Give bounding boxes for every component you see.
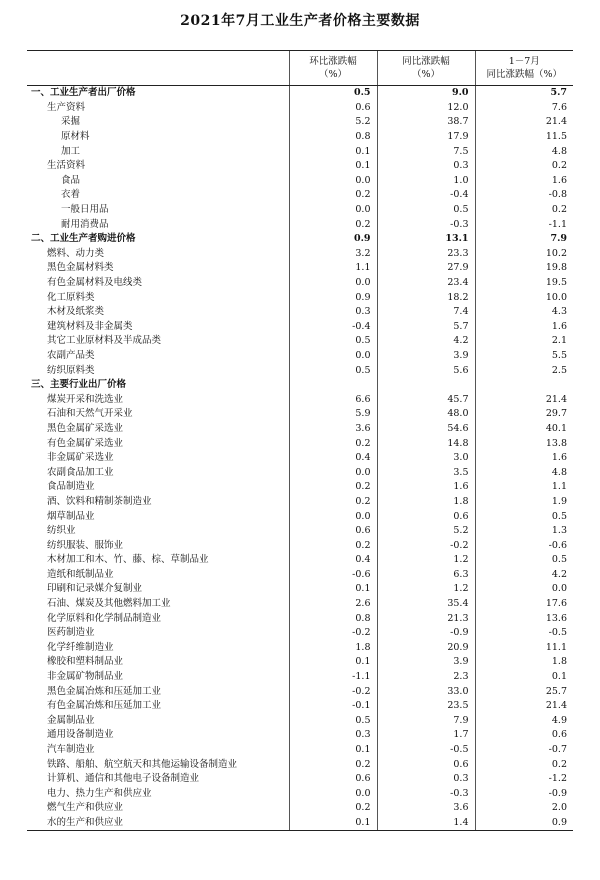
mom-value: 0.9 bbox=[289, 290, 377, 305]
row-label: 农副食品加工业 bbox=[47, 466, 114, 478]
row-label: 非金属矿物制品业 bbox=[47, 671, 124, 683]
yoy-value: 33.0 bbox=[377, 684, 475, 699]
row-label: 生产资料 bbox=[47, 101, 86, 113]
mom-value: -0.2 bbox=[289, 684, 377, 699]
ytd-value: -0.6 bbox=[475, 538, 573, 553]
yoy-value: 4.2 bbox=[377, 334, 475, 349]
row-label: 食品 bbox=[61, 174, 81, 186]
mom-value: 3.2 bbox=[289, 247, 377, 262]
ytd-value: 0.6 bbox=[475, 728, 573, 743]
yoy-value: 5.7 bbox=[377, 320, 475, 335]
row-label: 造纸和纸制品业 bbox=[47, 568, 114, 580]
row-label: 水的生产和供应业 bbox=[27, 816, 289, 831]
mom-value: -0.4 bbox=[289, 320, 377, 335]
mom-value: 1.8 bbox=[289, 641, 377, 656]
table-row bbox=[27, 611, 573, 626]
ytd-value: -0.8 bbox=[475, 188, 573, 203]
ytd-value: 4.2 bbox=[475, 568, 573, 583]
table-row bbox=[27, 568, 573, 583]
table-row bbox=[27, 816, 573, 831]
row-label: 原材料 bbox=[61, 131, 90, 143]
mom-value: 0.1 bbox=[289, 159, 377, 174]
yoy-value: 3.0 bbox=[377, 451, 475, 466]
table-row bbox=[27, 276, 573, 291]
row-label: 建筑材料及非金属类 bbox=[47, 320, 133, 332]
mom-value: 5.9 bbox=[289, 407, 377, 422]
header-mom-change bbox=[289, 51, 377, 86]
table-row bbox=[27, 188, 573, 203]
mom-value: 0.1 bbox=[289, 655, 377, 670]
table-row bbox=[27, 363, 573, 378]
row-label: 铁路、船舶、航空航天和其他运输设备制造业 bbox=[47, 758, 238, 770]
table-row bbox=[27, 422, 573, 437]
yoy-value: 3.5 bbox=[377, 465, 475, 480]
table-row bbox=[27, 465, 573, 480]
ytd-value: 0.2 bbox=[475, 203, 573, 218]
yoy-value: 0.6 bbox=[377, 757, 475, 772]
ytd-value: 2.5 bbox=[475, 363, 573, 378]
row-label: 有色金属材料及电线类 bbox=[47, 277, 143, 289]
yoy-value: 45.7 bbox=[377, 392, 475, 407]
table-body bbox=[27, 86, 573, 831]
mom-value: 0.8 bbox=[289, 130, 377, 145]
table-row bbox=[27, 772, 573, 787]
yoy-value: 14.8 bbox=[377, 436, 475, 451]
table-row bbox=[27, 174, 573, 189]
row-label: 金属制品业 bbox=[47, 714, 95, 726]
table-row bbox=[27, 787, 573, 802]
ytd-value: 4.8 bbox=[475, 465, 573, 480]
mom-value: 0.2 bbox=[289, 495, 377, 510]
yoy-value: 7.5 bbox=[377, 144, 475, 159]
row-label: 石油、煤炭及其他燃料加工业 bbox=[47, 598, 171, 610]
ytd-value bbox=[475, 378, 573, 393]
mom-value: -0.2 bbox=[289, 626, 377, 641]
mom-value: 0.2 bbox=[289, 217, 377, 232]
ytd-value: -1.1 bbox=[475, 217, 573, 232]
row-label: 二、工业生产者购进价格 bbox=[31, 233, 136, 245]
yoy-value: 7.9 bbox=[377, 714, 475, 729]
mom-value: -1.1 bbox=[289, 670, 377, 685]
yoy-value: 3.9 bbox=[377, 655, 475, 670]
table-row bbox=[27, 699, 573, 714]
mom-value: 0.5 bbox=[289, 363, 377, 378]
table-row bbox=[27, 509, 573, 524]
yoy-value: 1.2 bbox=[377, 553, 475, 568]
yoy-value: 48.0 bbox=[377, 407, 475, 422]
mom-value: 5.2 bbox=[289, 115, 377, 130]
row-label: 有色金属冶炼和压延加工业 bbox=[47, 700, 162, 712]
mom-value: 0.5 bbox=[289, 714, 377, 729]
yoy-value: 5.2 bbox=[377, 524, 475, 539]
yoy-value bbox=[377, 378, 475, 393]
row-label: 纺织业 bbox=[47, 525, 76, 537]
row-label: 计算机、通信和其他电子设备制造业 bbox=[47, 773, 200, 785]
mom-value: 0.2 bbox=[289, 436, 377, 451]
ytd-value: 1.1 bbox=[475, 480, 573, 495]
ytd-value: 10.0 bbox=[475, 290, 573, 305]
mom-value: 3.6 bbox=[289, 422, 377, 437]
mom-value: 0.6 bbox=[289, 772, 377, 787]
yoy-value: 27.9 bbox=[377, 261, 475, 276]
header-ytd-line1: 1－7月 bbox=[508, 56, 540, 67]
ytd-value: 1.9 bbox=[475, 495, 573, 510]
mom-value: 0.2 bbox=[289, 801, 377, 816]
mom-value: 0.2 bbox=[289, 188, 377, 203]
row-label: 电力、热力生产和供应业 bbox=[47, 787, 152, 799]
table-row bbox=[27, 655, 573, 670]
ytd-value: 4.8 bbox=[475, 144, 573, 159]
table-row bbox=[27, 684, 573, 699]
mom-value: 0.1 bbox=[289, 144, 377, 159]
mom-value: -0.6 bbox=[289, 568, 377, 583]
ytd-value: 1.8 bbox=[475, 655, 573, 670]
ytd-value: 21.4 bbox=[475, 699, 573, 714]
yoy-value: 5.6 bbox=[377, 363, 475, 378]
yoy-value: 0.6 bbox=[377, 509, 475, 524]
header-yoy-line2: （%） bbox=[411, 69, 441, 80]
table-row bbox=[27, 247, 573, 262]
yoy-value: -0.4 bbox=[377, 188, 475, 203]
mom-value: 0.0 bbox=[289, 174, 377, 189]
mom-value: 0.0 bbox=[289, 509, 377, 524]
table-header-row bbox=[27, 51, 573, 86]
yoy-value: -0.9 bbox=[377, 626, 475, 641]
table-row bbox=[27, 743, 573, 758]
mom-value: 1.1 bbox=[289, 261, 377, 276]
ytd-value: 29.7 bbox=[475, 407, 573, 422]
row-label: 非金属矿采选业 bbox=[47, 452, 114, 464]
yoy-value: 12.0 bbox=[377, 101, 475, 116]
row-label: 一、工业生产者出厂价格 bbox=[31, 87, 136, 99]
table-row bbox=[27, 524, 573, 539]
ytd-value: 2.1 bbox=[475, 334, 573, 349]
ytd-value: -1.2 bbox=[475, 772, 573, 787]
row-label: 化学原料和化学制品制造业 bbox=[47, 612, 162, 624]
yoy-value: 1.0 bbox=[377, 174, 475, 189]
row-label: 加工 bbox=[61, 145, 81, 157]
row-label: 汽车制造业 bbox=[47, 744, 95, 756]
table-row bbox=[27, 538, 573, 553]
row-label: 农副产品类 bbox=[47, 349, 95, 361]
ytd-value: 1.3 bbox=[475, 524, 573, 539]
header-mom-line2: （%） bbox=[318, 69, 348, 80]
table-row bbox=[27, 159, 573, 174]
yoy-value: 0.5 bbox=[377, 203, 475, 218]
mom-value: 0.0 bbox=[289, 349, 377, 364]
ytd-value: 19.5 bbox=[475, 276, 573, 291]
table-row bbox=[27, 626, 573, 641]
yoy-value: 35.4 bbox=[377, 597, 475, 612]
row-label: 印刷和记录媒介复制业 bbox=[47, 583, 143, 595]
row-label: 生活资料 bbox=[47, 160, 86, 172]
yoy-value: 1.7 bbox=[377, 728, 475, 743]
table-row bbox=[27, 714, 573, 729]
row-label: 橡胶和塑料制品业 bbox=[47, 656, 124, 668]
mom-value: 0.1 bbox=[289, 743, 377, 758]
yoy-value: -0.3 bbox=[377, 787, 475, 802]
ytd-value: 0.9 bbox=[475, 816, 573, 831]
yoy-value: 20.9 bbox=[377, 641, 475, 656]
mom-value: 0.5 bbox=[289, 86, 377, 101]
header-yoy-line1: 同比涨跌幅 bbox=[402, 56, 450, 67]
yoy-value: -0.2 bbox=[377, 538, 475, 553]
ytd-value: 13.8 bbox=[475, 436, 573, 451]
mom-value: 0.2 bbox=[289, 757, 377, 772]
table-row bbox=[27, 495, 573, 510]
table-row bbox=[27, 407, 573, 422]
ytd-value: -0.7 bbox=[475, 743, 573, 758]
mom-value: 0.4 bbox=[289, 451, 377, 466]
row-label: 黑色金属冶炼和压延加工业 bbox=[47, 685, 162, 697]
ytd-value: 5.5 bbox=[475, 349, 573, 364]
table-row bbox=[27, 261, 573, 276]
mom-value: 0.3 bbox=[289, 305, 377, 320]
yoy-value: 38.7 bbox=[377, 115, 475, 130]
mom-value: 0.6 bbox=[289, 524, 377, 539]
row-label: 煤炭开采和洗选业 bbox=[47, 393, 124, 405]
yoy-value: 13.1 bbox=[377, 232, 475, 247]
row-label: 医药制造业 bbox=[47, 627, 95, 639]
page-title: 2021年7月工业生产者价格主要数据 bbox=[180, 13, 420, 29]
table-row bbox=[27, 320, 573, 335]
yoy-value: 0.3 bbox=[377, 159, 475, 174]
table-row bbox=[27, 641, 573, 656]
ytd-value: 25.7 bbox=[475, 684, 573, 699]
row-label: 纺织服装、服饰业 bbox=[47, 539, 124, 551]
row-label: 通用设备制造业 bbox=[47, 729, 114, 741]
table-row bbox=[27, 757, 573, 772]
row-label: 化学纤维制造业 bbox=[47, 641, 114, 653]
header-ytd-line2: 同比涨跌幅（%） bbox=[486, 69, 563, 80]
yoy-value: 17.9 bbox=[377, 130, 475, 145]
table-row bbox=[27, 582, 573, 597]
ytd-value: 1.6 bbox=[475, 174, 573, 189]
table-row bbox=[27, 86, 573, 101]
mom-value: 0.0 bbox=[289, 787, 377, 802]
yoy-value: 9.0 bbox=[377, 86, 475, 101]
table-row bbox=[27, 436, 573, 451]
ytd-value: 13.6 bbox=[475, 611, 573, 626]
row-label: 三、主要行业出厂价格 bbox=[31, 379, 127, 391]
table-row bbox=[27, 553, 573, 568]
row-label: 黑色金属矿采选业 bbox=[47, 422, 124, 434]
row-label: 木材加工和木、竹、藤、棕、草制品业 bbox=[47, 554, 209, 566]
row-label: 酒、饮料和精制茶制造业 bbox=[47, 495, 152, 507]
row-label: 化工原料类 bbox=[47, 291, 95, 303]
table-row bbox=[27, 203, 573, 218]
ytd-value: -0.9 bbox=[475, 787, 573, 802]
row-label: 有色金属矿采选业 bbox=[47, 437, 124, 449]
yoy-value: 23.3 bbox=[377, 247, 475, 262]
yoy-value: 21.3 bbox=[377, 611, 475, 626]
mom-value: 0.0 bbox=[289, 276, 377, 291]
ytd-value: 17.6 bbox=[475, 597, 573, 612]
row-label: 黑色金属材料类 bbox=[47, 262, 114, 274]
mom-value: 0.5 bbox=[289, 334, 377, 349]
row-label: 烟草制品业 bbox=[47, 510, 95, 522]
ytd-value: -0.5 bbox=[475, 626, 573, 641]
ytd-value: 7.9 bbox=[475, 232, 573, 247]
table-row bbox=[27, 801, 573, 816]
row-label: 食品制造业 bbox=[47, 481, 95, 493]
ytd-value: 11.1 bbox=[475, 641, 573, 656]
ytd-value: 0.0 bbox=[475, 582, 573, 597]
yoy-value: 0.3 bbox=[377, 772, 475, 787]
mom-value: 0.0 bbox=[289, 465, 377, 480]
ytd-value: 21.4 bbox=[475, 392, 573, 407]
ytd-value: 10.2 bbox=[475, 247, 573, 262]
row-label: 木材及纸浆类 bbox=[47, 306, 105, 318]
yoy-value: 1.8 bbox=[377, 495, 475, 510]
yoy-value: 18.2 bbox=[377, 290, 475, 305]
ytd-value: 0.2 bbox=[475, 757, 573, 772]
row-label: 燃料、动力类 bbox=[47, 247, 105, 259]
price-data-table bbox=[27, 50, 573, 831]
yoy-value: 3.9 bbox=[377, 349, 475, 364]
header-ytd-change bbox=[475, 51, 573, 86]
table-row bbox=[27, 451, 573, 466]
ytd-value: 21.4 bbox=[475, 115, 573, 130]
ytd-value: 4.3 bbox=[475, 305, 573, 320]
yoy-value: 1.2 bbox=[377, 582, 475, 597]
yoy-value: -0.3 bbox=[377, 217, 475, 232]
table-row bbox=[27, 144, 573, 159]
mom-value: 0.9 bbox=[289, 232, 377, 247]
row-label: 耐用消费品 bbox=[61, 218, 109, 230]
table-row bbox=[27, 334, 573, 349]
table-row bbox=[27, 378, 573, 393]
row-label: 其它工业原材料及半成品类 bbox=[47, 335, 162, 347]
ytd-value: 2.0 bbox=[475, 801, 573, 816]
mom-value: 0.8 bbox=[289, 611, 377, 626]
mom-value: 0.6 bbox=[289, 101, 377, 116]
table-row bbox=[27, 101, 573, 116]
row-label: 纺织原料类 bbox=[47, 364, 95, 376]
header-mom-line1: 环比涨跌幅 bbox=[309, 56, 357, 67]
yoy-value: 1.6 bbox=[377, 480, 475, 495]
table-row bbox=[27, 392, 573, 407]
mom-value: 0.1 bbox=[289, 816, 377, 831]
mom-value: 0.3 bbox=[289, 728, 377, 743]
yoy-value: 7.4 bbox=[377, 305, 475, 320]
table-row bbox=[27, 597, 573, 612]
ytd-value: 5.7 bbox=[475, 86, 573, 101]
ytd-value: 0.5 bbox=[475, 509, 573, 524]
row-label: 燃气生产和供应业 bbox=[47, 802, 124, 814]
yoy-value: 23.5 bbox=[377, 699, 475, 714]
yoy-value: 54.6 bbox=[377, 422, 475, 437]
ytd-value: 4.9 bbox=[475, 714, 573, 729]
table-row bbox=[27, 217, 573, 232]
ytd-value: 19.8 bbox=[475, 261, 573, 276]
row-label: 一般日用品 bbox=[61, 204, 109, 216]
row-label: 衣着 bbox=[61, 189, 81, 201]
yoy-value: 3.6 bbox=[377, 801, 475, 816]
ytd-value: 1.6 bbox=[475, 451, 573, 466]
table-row bbox=[27, 115, 573, 130]
ytd-value: 0.5 bbox=[475, 553, 573, 568]
yoy-value: 2.3 bbox=[377, 670, 475, 685]
table-row bbox=[27, 232, 573, 247]
row-label: 石油和天然气开采业 bbox=[47, 408, 133, 420]
mom-value: 0.4 bbox=[289, 553, 377, 568]
yoy-value: -0.5 bbox=[377, 743, 475, 758]
yoy-value: 6.3 bbox=[377, 568, 475, 583]
mom-value: 6.6 bbox=[289, 392, 377, 407]
table-row bbox=[27, 130, 573, 145]
ytd-value: 11.5 bbox=[475, 130, 573, 145]
ytd-value: 1.6 bbox=[475, 320, 573, 335]
table-row bbox=[27, 728, 573, 743]
ytd-value: 0.2 bbox=[475, 159, 573, 174]
ytd-value: 7.6 bbox=[475, 101, 573, 116]
header-yoy-change bbox=[377, 51, 475, 86]
mom-value: 2.6 bbox=[289, 597, 377, 612]
table-row bbox=[27, 290, 573, 305]
table-row bbox=[27, 670, 573, 685]
ytd-value: 40.1 bbox=[475, 422, 573, 437]
mom-value: 0.2 bbox=[289, 480, 377, 495]
yoy-value: 23.4 bbox=[377, 276, 475, 291]
table-row bbox=[27, 480, 573, 495]
mom-value: 0.1 bbox=[289, 582, 377, 597]
mom-value: 0.2 bbox=[289, 538, 377, 553]
mom-value: 0.0 bbox=[289, 203, 377, 218]
header-item-column bbox=[27, 51, 289, 86]
table-row bbox=[27, 349, 573, 364]
ytd-value: 0.1 bbox=[475, 670, 573, 685]
table-row bbox=[27, 305, 573, 320]
row-label: 采掘 bbox=[61, 116, 81, 128]
yoy-value: 1.4 bbox=[377, 816, 475, 831]
mom-value bbox=[289, 378, 377, 393]
mom-value: -0.1 bbox=[289, 699, 377, 714]
